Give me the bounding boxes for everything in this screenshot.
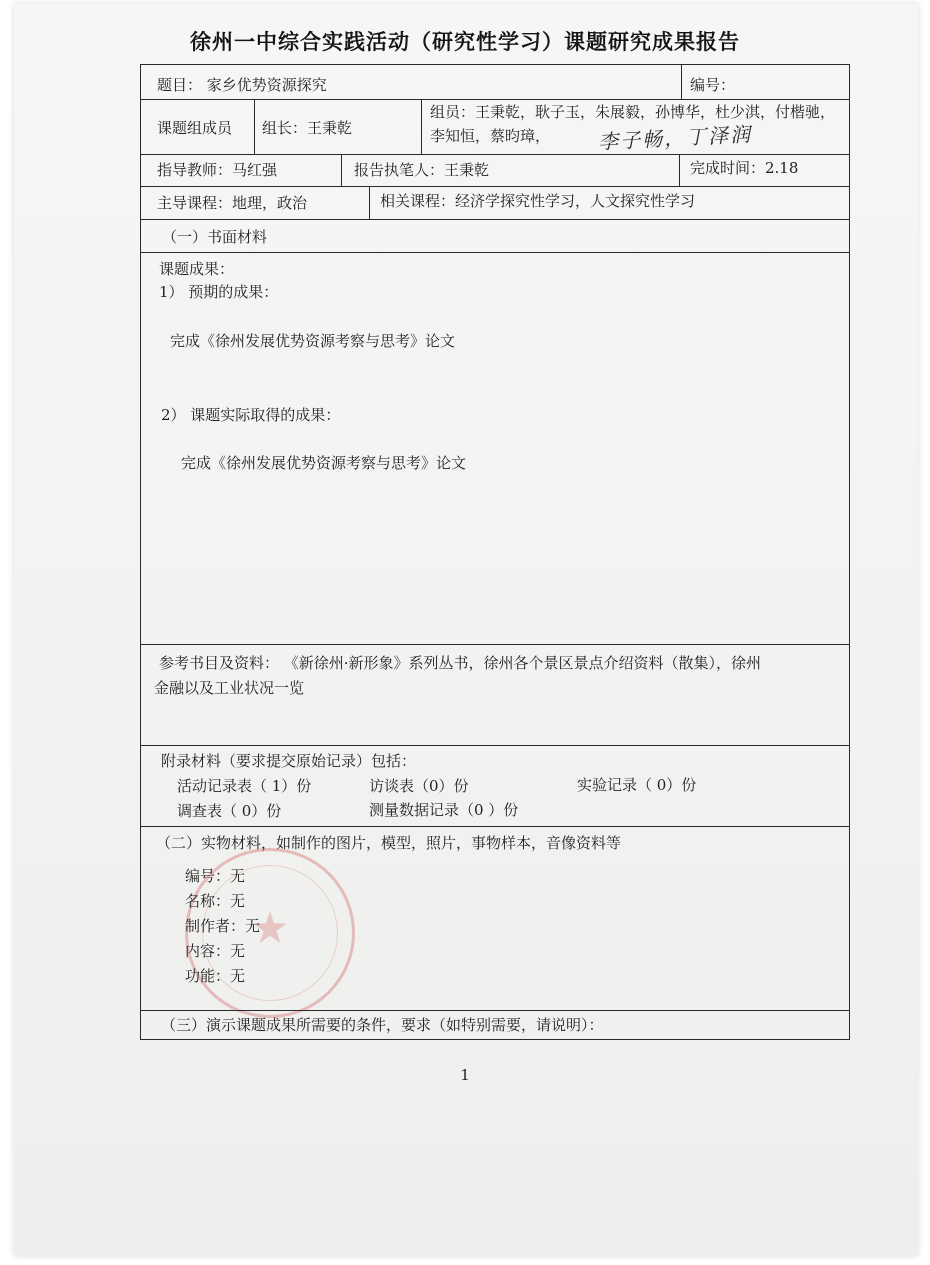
- item-maker: 制作者：无: [185, 917, 261, 935]
- appendix-survey: 调查表（ 0）份: [177, 802, 282, 820]
- related-course-field: 相关课程：经济学探究性学习，人文探究性学习: [380, 192, 696, 210]
- expected-results-label: 1） 预期的成果：: [159, 283, 279, 301]
- group-members-field: 组员：王秉乾，耿子玉，朱展毅，孙博华，杜少淇，付楷驰，李知恒，蔡昀璋，: [430, 103, 836, 145]
- actual-results-text: 完成《徐州发展优势资源考察与思考》论文: [181, 454, 467, 472]
- col-divider: [681, 65, 682, 99]
- section3-header: （三）演示课题成果所需要的条件，要求（如特别需要，请说明）：: [161, 1016, 604, 1034]
- report-title: 徐州一中综合实践活动（研究性学习）课题研究成果报告: [190, 29, 740, 54]
- appendix-activity: 活动记录表（ 1）份: [177, 777, 312, 795]
- results-label: 课题成果：: [159, 260, 235, 278]
- row-divider: [141, 1010, 849, 1011]
- item-number: 编号：无: [185, 867, 246, 885]
- writer-field: 报告执笔人：王秉乾: [354, 161, 490, 179]
- appendix-experiment: 实验记录（ 0）份: [577, 776, 697, 794]
- topic-field: 题目： 家乡优势资源探究: [157, 76, 327, 94]
- col-divider: [341, 154, 342, 186]
- appendix-label: 附录材料（要求提交原始记录）包括：: [161, 752, 417, 770]
- section1-header: （一）书面材料: [162, 228, 268, 246]
- col-divider: [421, 99, 422, 154]
- item-content: 内容：无: [185, 942, 246, 960]
- stamp-star-icon: ★: [250, 903, 290, 954]
- main-course-field: 主导课程：地理，政治: [157, 194, 308, 212]
- col-divider: [679, 154, 680, 186]
- col-divider: [369, 186, 370, 219]
- actual-results-label: 2） 课题实际取得的成果：: [161, 406, 341, 424]
- advisor-field: 指导教师：马红强: [157, 161, 278, 179]
- group-members-label: 课题组成员: [157, 119, 233, 137]
- appendix-interview: 访谈表（0）份: [369, 777, 469, 795]
- item-function: 功能：无: [185, 967, 246, 985]
- group-leader-field: 组长：王秉乾: [262, 119, 353, 137]
- row-divider: [141, 644, 849, 645]
- handwritten-members: 李子畅，丁泽润: [597, 121, 753, 155]
- row-divider: [141, 826, 849, 827]
- row-divider: [141, 745, 849, 746]
- expected-results-text: 完成《徐州发展优势资源考察与思考》论文: [170, 332, 456, 350]
- col-divider: [254, 99, 255, 154]
- row-divider: [141, 154, 849, 155]
- references-line-2: 金融以及工业状况一览: [154, 679, 305, 697]
- references-line-1: 参考书目及资料： 《新徐州·新形象》系列丛书，徐州各个景区景点介绍资料（散集），徐州: [159, 654, 762, 672]
- section2-header: （二）实物材料，如制作的图片，模型，照片，事物样本，音像资料等: [156, 834, 622, 852]
- number-field: 编号：: [690, 76, 736, 94]
- item-name: 名称：无: [185, 892, 246, 910]
- page-number: 1: [460, 1066, 470, 1084]
- row-divider: [141, 252, 849, 253]
- appendix-measure: 测量数据记录（0 ）份: [369, 801, 519, 819]
- row-divider: [141, 186, 849, 187]
- row-divider: [141, 219, 849, 220]
- completion-time-field: 完成时间：2.18: [690, 159, 799, 177]
